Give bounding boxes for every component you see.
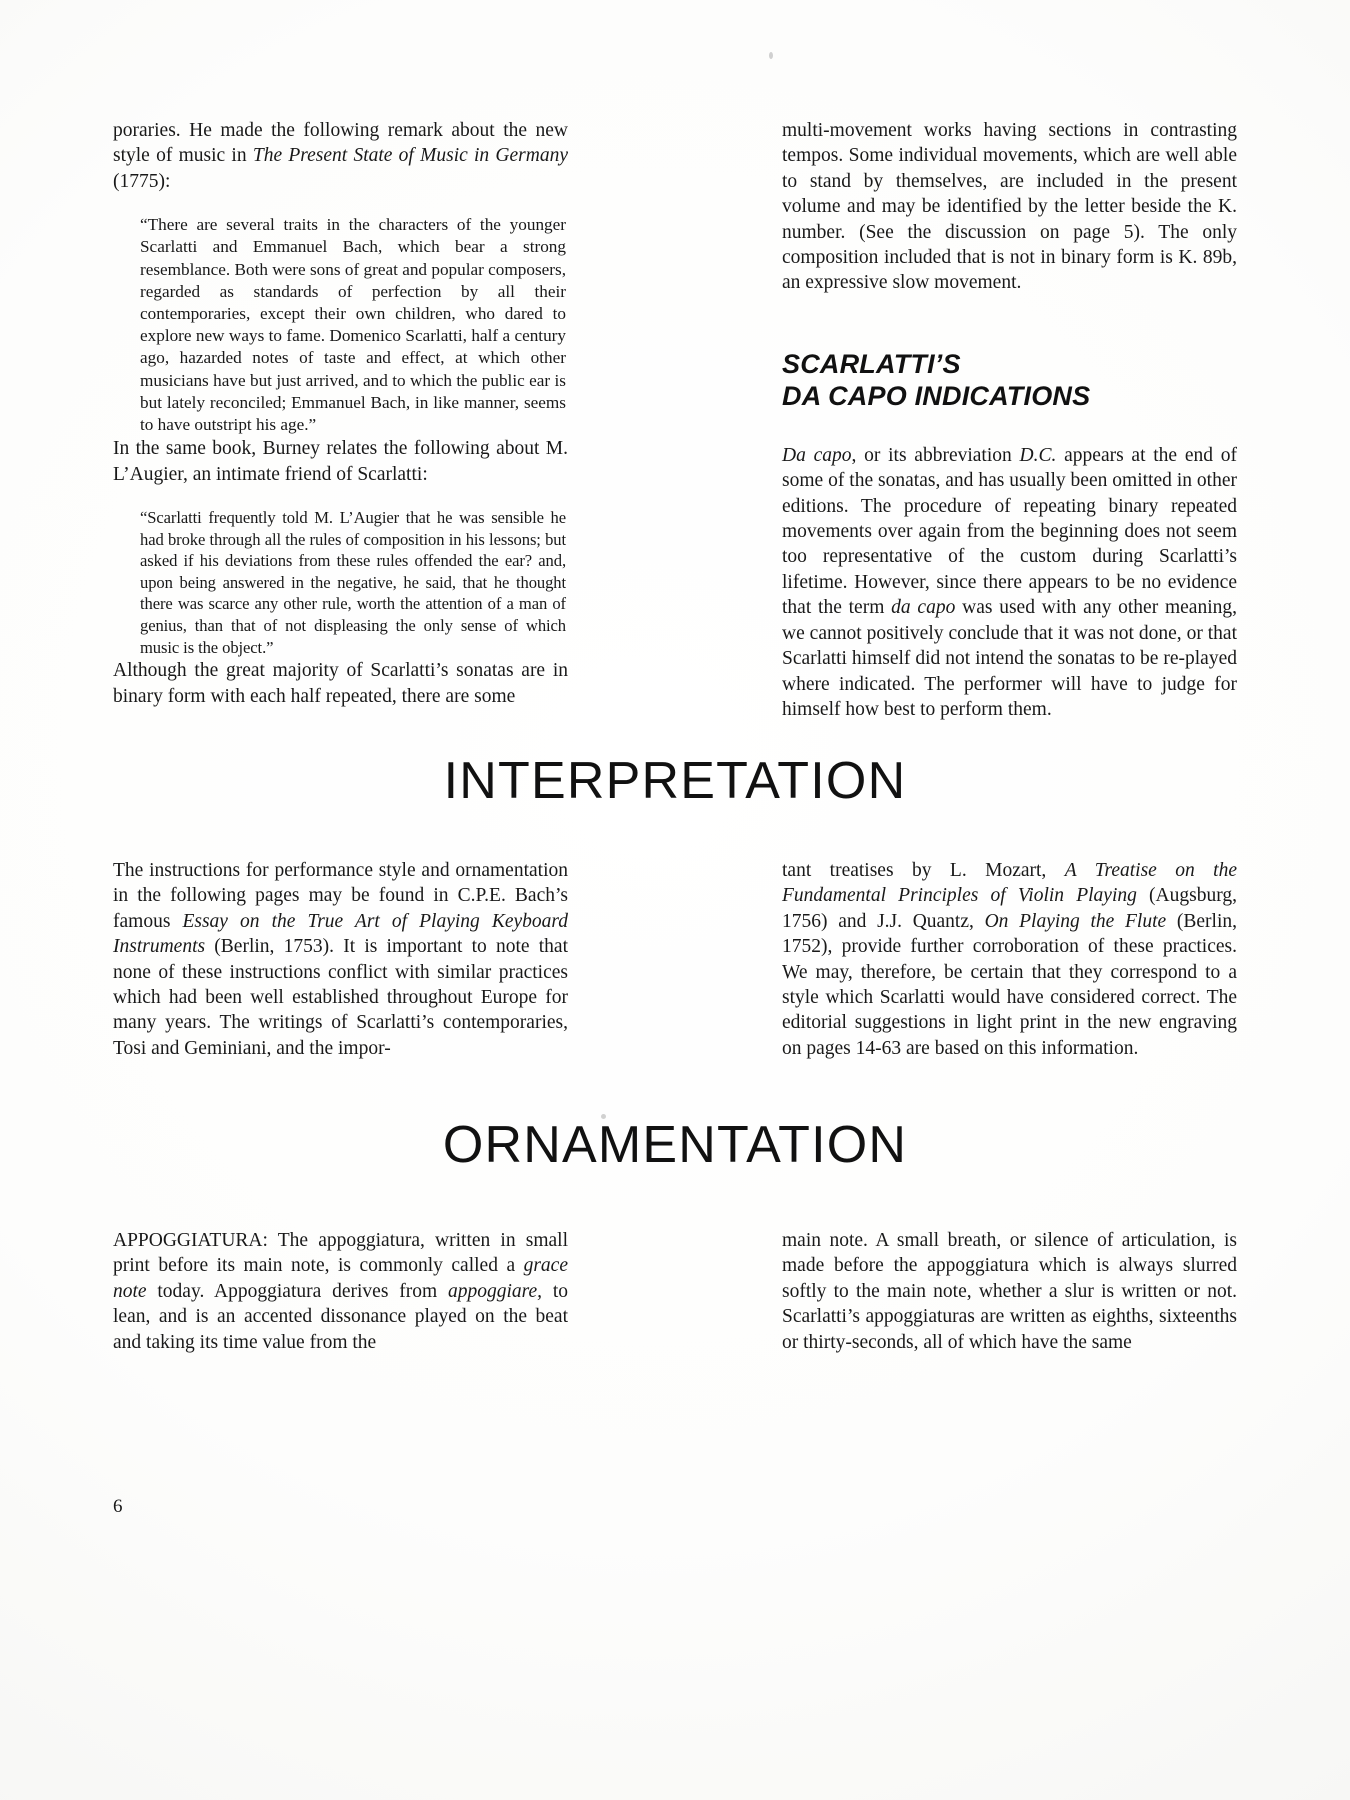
subheading-line-2: DA CAPO INDICATIONS <box>782 380 1091 411</box>
ornamentation-left-column <box>113 1228 568 1355</box>
paragraph-appoggiatura: APPOGGIATURA: The appoggiatura, written in small print before its main note, is commonly called a grace note today. Appoggiatura derives from appoggiare, to lean, and is an accented dissonance played on the beat and taking its time value from the <box>113 1230 568 1353</box>
blockquote-burney-remark <box>140 214 566 436</box>
top-left-column <box>113 118 568 722</box>
paragraph-multi-movement: multi-movement works having sections in contrasting tempos. Some individual movements, which are well able to stand by themselves, are included in the present volume and may be identified by the letter beside the K. number. (See the discussion on page 5). The only composition included that is not in binary form is K. 89b, an expressive slow movement. <box>782 120 1237 294</box>
ornamentation-section <box>113 1228 1237 1355</box>
top-right-column <box>782 118 1237 722</box>
paragraph-treatises: tant treatises by L. Mozart, A Treatise on the Fundamental Principles of Violin Playing (Augsburg, 1756) and J.J. Quantz, On Playing the Flute (Berlin, 1752), provide further corroboration of these practices. We may, therefore, be certain that they correspond to a style which Scarlatti would have considered correct. The editorial suggestions in light print in the new engraving on pages 14-63 are based on this information. <box>782 860 1238 1059</box>
paragraph-burney-intro: In the same book, Burney relates the following about M. L’Augier, an intimate friend of Scarlatti: <box>113 438 568 485</box>
blockquote-text: “There are several traits in the characters of the younger Scarlatti and Emmanuel Bach, which bear a strong resemblance. Both were sons of great and popular composers, regarded as standards of perfection by all their contemporaries, except their own children, who dared to explore new ways to fame. Domenico Scarlatti, half a century ago, hazarded notes of taste and effect, at which other musicians have but just arrived, and to which the public ear is but lately reconciled; Emmanuel Bach, in like manner, seems to have outstript his age.” <box>140 215 566 435</box>
blockquote-text: “Scarlatti frequently told M. L’Augier that he was sensible he had broke through all the rules of composition in his lessons; but asked if his deviations from these rules offended the ear? and, upon being answered in the negative, he said, that he thought there was scarce any other rule, worth the attention of a man of genius, than that of not displeasing the only sense of which music is the object.” <box>140 508 566 657</box>
section-heading-interpretation: INTERPRETATION <box>443 752 907 810</box>
section-heading-ornamentation: ORNAMENTATION <box>442 1116 908 1174</box>
scan-speck <box>769 52 773 59</box>
interpretation-left-column <box>113 858 568 1061</box>
subheading-line-1: SCARLATTI’S <box>782 348 961 379</box>
paragraph-da-capo: Da capo, or its abbreviation D.C. appears at the end of some of the sonatas, and has usually been omitted in other editions. The procedure of repeating binary repeated movements over again from the beginning does not seem too representative of the custom during Scarlatti’s lifetime. However, since there appears to be no evidence that the term da capo was used with any other meaning, we cannot positively conclude that it was not done, or that Scarlatti himself did not intend the sonatas to be re-played where indicated. The performer will have to judge for himself how best to perform them. <box>782 444 1237 720</box>
paragraph-binary-form: Although the great majority of Scarlatti’s sonatas are in binary form with each half repeated, there are some <box>113 660 568 707</box>
paragraph-main-note: main note. A small breath, or silence of articulation, is made before the appoggiatura which is always slurred softly to the main note, whether a slur is written or not. Scarlatti’s appoggiaturas are written as eighths, sixteenths or thirty-seconds, all of which have the same <box>782 1230 1237 1353</box>
paragraph-poraries: poraries. He made the following remark about the new style of music in The Present State of Music in Germany (1775): <box>113 120 568 192</box>
interpretation-section <box>113 858 1237 1061</box>
interpretation-right-column <box>782 858 1237 1061</box>
page-number: 6 <box>113 1496 123 1517</box>
paragraph-instructions: The instructions for performance style and ornamentation in the following pages may be found in C.P.E. Bach’s famous Essay on the True Art of Playing Keyboard Instruments (Berlin, 1753). It is important to note that none of these instructions conflict with similar practices which had been well established throughout Europe for many years. The writings of Scarlatti’s contemporaries, Tosi and Geminiani, and the impor- <box>113 860 568 1059</box>
ornamentation-right-column <box>782 1228 1237 1355</box>
blockquote-laugier <box>140 507 566 658</box>
subheading-scarlattis-da-capo-indications <box>782 348 1237 412</box>
top-section <box>113 118 1237 722</box>
